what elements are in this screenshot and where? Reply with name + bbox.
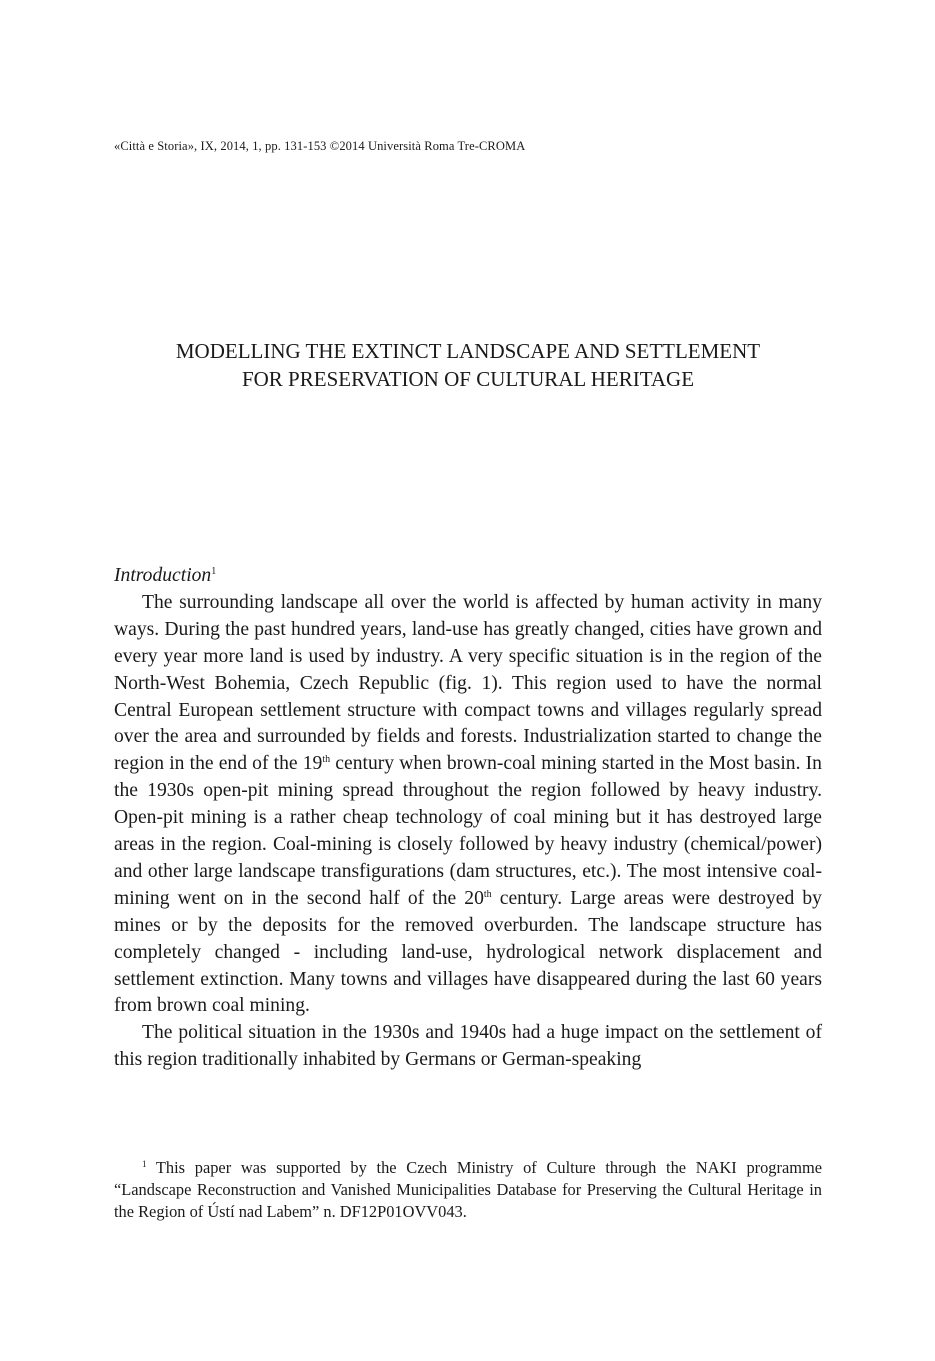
- title-line-1: MODELLING THE EXTINCT LANDSCAPE AND SETTLEMENT: [175, 339, 761, 363]
- ordinal-suffix: th: [322, 754, 331, 766]
- footnote: [114, 1157, 822, 1223]
- paragraph-1-part-3: century. Large areas were destroyed by mines or by the deposits for the removed overburden. The landscape structure has completely changed - including land-use, hydrological network displacement and settlement extinction. Many towns and villages have disappeared during the last 60 years from brown coal mining.: [114, 887, 822, 1017]
- ordinal-suffix: th: [483, 888, 492, 900]
- paragraph-1-part-1: The surrounding landscape all over the world is affected by human activity in many ways. During the past hundred years, land-use has greatly changed, cities have grown and every year more land is used by industry. A very specific situation is in the region of the North-West Bohemia, Czech Republic (fig. 1). This region used to have the normal Central European settlement structure with compact towns and villages regularly spread over the area and surrounded by fields and forests. Industrialization started to change the region in the end of the 19: [114, 591, 822, 775]
- footnote-text: This paper was supported by the Czech Ministry of Culture through the NAKI programme “Landscape Reconstruction and Vanished Municipalities Database for Preserving the Cultural Heritage in the Region of Ústí nad Labem” n. DF12P01OVV043.: [114, 1158, 822, 1221]
- running-header: «Città e Storia», IX, 2014, 1, pp. 131-153 ©2014 Università Roma Tre-CROMA: [114, 139, 526, 153]
- section-heading: [114, 563, 822, 590]
- section-heading-text: Introduction: [114, 565, 212, 586]
- article-title: [114, 337, 822, 393]
- article-body: [114, 563, 822, 1074]
- paragraph-1-part-2: century when brown-coal mining started in the Most basin. In the 1930s open-pit mining spread throughout the region followed by heavy industry. Open-pit mining is a rather cheap technology of coal mining but it has destroyed large areas in the region. Coal-mining is closely followed by heavy industry (chemical/power) and other large landscape transfigurations (dam structures, etc.). The most intensive coal-mining went on in the second half of the 20: [114, 753, 822, 909]
- paragraph-2: The political situation in the 1930s and 1940s had a huge impact on the settlement of this region traditionally inhabited by Germans or German-speaking: [114, 1022, 822, 1071]
- title-line-2: FOR PRESERVATION OF CULTURAL HERITAGE: [241, 367, 695, 391]
- footnote-reference: 1: [211, 566, 217, 577]
- paragraph-1: [114, 590, 822, 1021]
- footnote-marker: 1: [142, 1159, 147, 1169]
